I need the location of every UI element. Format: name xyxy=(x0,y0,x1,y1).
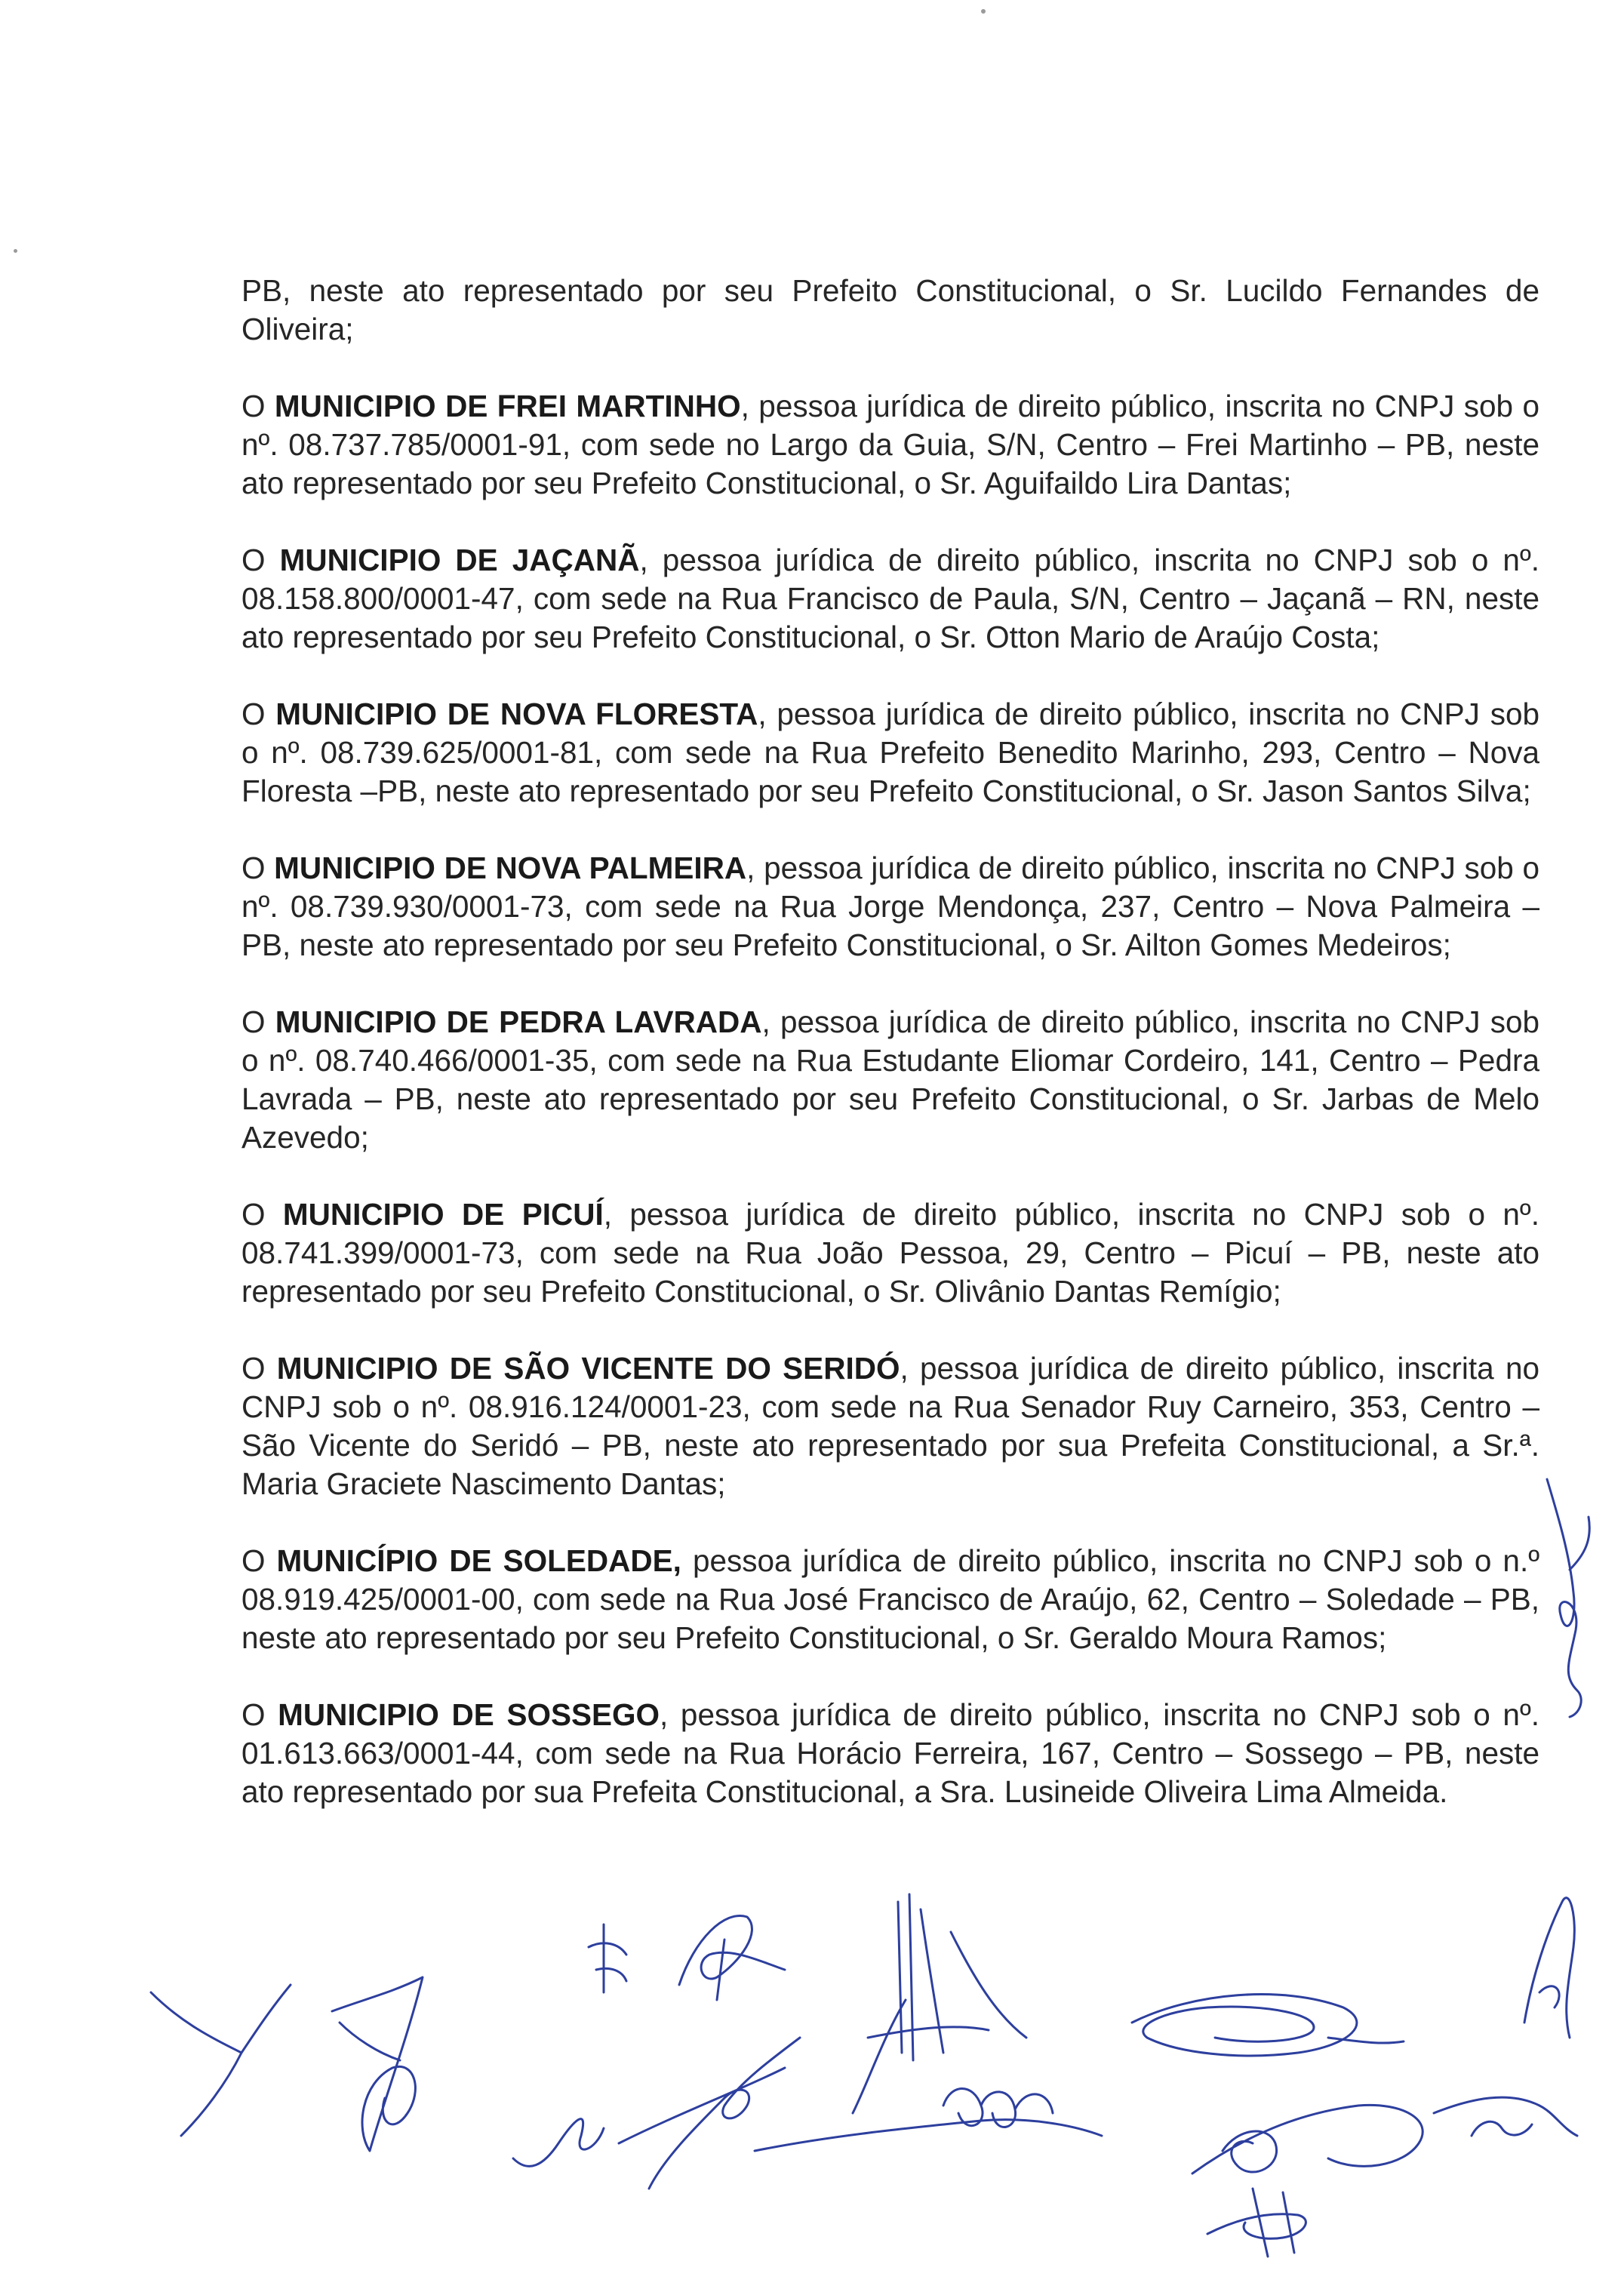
party-paragraph: O MUNICIPIO DE FREI MARTINHO, pessoa jurídica de direito público, inscrita no CNPJ sob o nº. 08.737.785/0001-91, com sede no Largo da Guia, S/N, Centro – Frei Martinho – PB, neste ato representado por seu Prefeito Constitucional, o Sr. Aguifaildo Lira Dantas; xyxy=(241,389,1539,500)
scan-speck xyxy=(981,9,986,14)
party-paragraph: O MUNICIPIO DE NOVA PALMEIRA, pessoa jurídica de direito público, inscrita no CNPJ sob o nº. 08.739.930/0001-73, com sede na Rua Jorge Mendonça, 237, Centro – Nova Palmeira – PB, neste ato representado por seu Prefeito Constitucional, o Sr. Ailton Gomes Medeiros; xyxy=(241,851,1539,962)
party-name: MUNICIPIO DE NOVA FLORESTA xyxy=(275,697,758,731)
party-paragraph: O MUNICIPIO DE SOSSEGO, pessoa jurídica de direito público, inscrita no CNPJ sob o nº. 01.613.663/0001-44, com sede na Rua Horácio Ferreira, 167, Centro – Sossego – PB, neste ato representado por sua Prefeita Constitucional, a Sra. Lusineide Oliveira Lima Almeida. xyxy=(241,1697,1539,1809)
party-paragraph: O MUNICIPIO DE SÃO VICENTE DO SERIDÓ, pessoa jurídica de direito público, inscrita no CNPJ sob o nº. 08.916.124/0001-23, com sede na Rua Senador Ruy Carneiro, 353, Centro – São Vicente do Seridó – PB, neste ato representado por sua Prefeita Constitucional, a Sr.ª. Maria Graciete Nascimento Dantas; xyxy=(241,1351,1540,1501)
party-name: MUNICIPIO DE SOSSEGO xyxy=(278,1697,660,1732)
signature-1 xyxy=(151,1985,291,2136)
party-name: MUNICIPIO DE FREI MARTINHO xyxy=(274,389,741,423)
party-paragraph: O MUNICIPIO DE JAÇANÃ, pessoa jurídica de direito público, inscrita no CNPJ sob o nº. 08.158.800/0001-47, com sede na Rua Francisco de Paula, S/N, Centro – Jaçanã – RN, neste ato representado por seu Prefeito Constitucional, o Sr. Otton Mario de Araújo Costa; xyxy=(241,543,1539,654)
signature-11 xyxy=(1192,2097,1577,2173)
party-name: MUNICIPIO DE NOVA PALMEIRA xyxy=(274,851,747,885)
party-paragraph: O MUNICIPIO DE NOVA FLORESTA, pessoa jurídica de direito público, inscrita no CNPJ sob o nº. 08.739.625/0001-81, com sede na Rua Prefeito Benedito Marinho, 293, Centro – Nova Floresta –PB, neste ato representado por seu Prefeito Constitucional, o Sr. Jason Santos Silva; xyxy=(241,697,1539,808)
scan-speck xyxy=(14,249,17,253)
party-paragraph: PB, neste ato representado por seu Prefeito Constitucional, o Sr. Lucildo Fernandes de Oliveira; xyxy=(241,273,1539,346)
signature-6 xyxy=(619,2038,800,2189)
margin-rubric-signature xyxy=(1547,1479,1589,1717)
contract-text xyxy=(241,272,1539,1850)
party-paragraph: O MUNICÍPIO DE SOLEDADE, pessoa jurídica de direito público, inscrita no CNPJ sob o n.º 08.919.425/0001-00, com sede na Rua José Francisco de Araújo, 62, Centro – Soledade – PB, neste ato representado por seu Prefeito Constitucional, o Sr. Geraldo Moura Ramos; xyxy=(241,1543,1540,1655)
signature-8 xyxy=(755,2089,1102,2152)
signature-10 xyxy=(1524,1898,1574,2038)
party-name: MUNICÍPIO DE SOLEDADE, xyxy=(276,1543,681,1578)
signature-7 xyxy=(853,1894,1026,2113)
party-paragraph: O MUNICIPIO DE PICUÍ, pessoa jurídica de direito público, inscrita no CNPJ sob o nº. 08.741.399/0001-73, com sede na Rua João Pessoa, 29, Centro – Picuí – PB, neste ato representado por seu Prefeito Constitucional, o Sr. Olivânio Dantas Remígio; xyxy=(241,1197,1539,1309)
signature-4 xyxy=(589,1924,626,1992)
signature-9 xyxy=(1132,1995,1404,2056)
party-name: MUNICIPIO DE PEDRA LAVRADA xyxy=(275,1004,762,1039)
party-name: MUNICIPIO DE SÃO VICENTE DO SERIDÓ xyxy=(276,1351,900,1386)
signature-3 xyxy=(513,2119,604,2167)
party-name: MUNICIPIO DE JAÇANÃ xyxy=(279,543,640,577)
signature-2 xyxy=(332,1977,423,2151)
party-paragraph: O MUNICIPIO DE PEDRA LAVRADA, pessoa jurídica de direito público, inscrita no CNPJ sob o nº. 08.740.466/0001-35, com sede na Rua Estudante Eliomar Cordeiro, 141, Centro – Pedra Lavrada – PB, neste ato representado por seu Prefeito Constitucional, o Sr. Jarbas de Melo Azevedo; xyxy=(241,1004,1539,1155)
signature-5 xyxy=(679,1915,785,2000)
signature-12 xyxy=(1207,2189,1306,2257)
party-name: MUNICIPIO DE PICUÍ xyxy=(282,1197,604,1232)
